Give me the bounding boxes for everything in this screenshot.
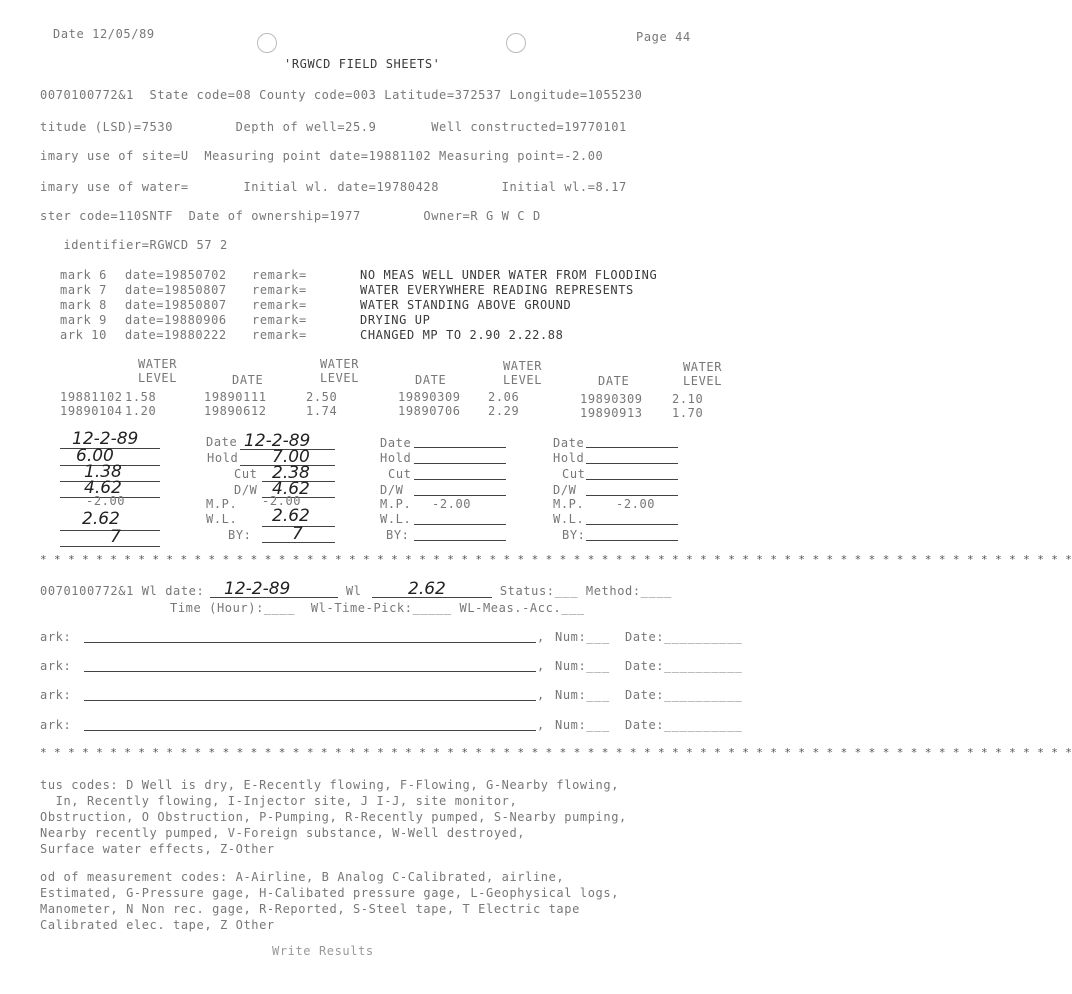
site-info-line-4: imary use of water= Initial wl. date=19780428 Initial wl.=8.17 [40,180,627,194]
table-cell: 2.50 [306,390,338,404]
handwritten-hold: 6.00 [76,446,114,466]
remark-date: date=19880906 [125,313,227,327]
label-dw: D/W [380,483,404,497]
handwritten-by: 7 [110,527,121,547]
remark-label: remark= [252,313,307,327]
remark-label: remark= [252,283,307,297]
handwritten-date: 12-2-89 [244,431,311,451]
remark-num[interactable]: Num:___ [555,688,610,702]
label-dw: D/W [234,483,258,497]
mp-value: -2.00 [616,497,656,511]
remark-date: date=19850807 [125,298,227,312]
table-cell: 1.70 [672,406,704,420]
remark-input[interactable] [84,671,536,672]
wl-date-label: 0070100772&1 Wl date: [40,584,205,598]
remark-label: remark= [252,268,307,282]
remark-line-prefix: ark: [40,688,72,702]
table-cell: 19890612 [204,404,267,418]
table-cell: 19890309 [580,392,643,406]
label-date: Date [380,436,412,450]
punch-hole-left [257,33,277,53]
remark-label: remark= [252,298,307,312]
status-method-label: Status:___ Method:____ [492,584,672,598]
table-cell: 19890104 [60,404,123,418]
site-info-line-1: 0070100772&1 State code=08 County code=003 Latitude=372537 Longitude=1055230 [40,88,643,102]
label-mp: M.P. [380,497,412,511]
site-info-line-2: titude (LSD)=7530 Depth of well=25.9 Well constructed=19770101 [40,120,627,134]
wl-label: Wl [338,584,362,598]
label-mp: M.P. [553,497,585,511]
remark-input[interactable] [84,700,536,701]
remark-date: date=19880222 [125,328,227,342]
table-header: DATE [232,373,264,387]
remark-line-prefix: ark: [40,718,72,732]
site-info-line-6: identifier=RGWCD 57 2 [40,238,228,252]
label-hold: Hold [553,451,585,465]
punch-hole-right [506,33,526,53]
remark-date: date=19850807 [125,283,227,297]
remark-prefix: mark 7 [60,283,115,297]
page-title: 'RGWCD FIELD SHEETS' [284,57,441,71]
status-codes-line: Nearby recently pumped, V-Foreign substance, W-Well destroyed, [40,826,526,840]
table-cell: 19890913 [580,406,643,420]
label-by: BY: [386,528,410,542]
status-codes-line: Obstruction, O Obstruction, P-Pumping, R-Recently pumped, S-Nearby pumping, [40,810,627,824]
handwritten-by: 7 [292,524,303,544]
separator: * * * * * * * * * * * * * * * * * * * * * * * * * * * * * * * * * * * * * * * * * * * * * * * * * * * * * * * * * * * * * * * * * * * * * * * * * * [40,746,1072,759]
label-cut: Cut [562,467,586,481]
remark-num[interactable]: Num:___ [555,659,610,673]
remark-prefix: mark 6 [60,268,115,282]
method-codes-line: od of measurement codes: A-Airline, B Analog C-Calibrated, airline, [40,870,565,884]
table-cell: 19881102 [60,390,123,404]
label-cut: Cut [388,467,412,481]
comma: , [537,659,545,673]
label-dw: D/W [553,483,577,497]
footer-text: Write Results [272,944,374,958]
label-mp: M.P. [206,497,238,511]
remark-input[interactable] [84,642,536,643]
remark-num[interactable]: Num:___ [555,630,610,644]
time-pick-line: Time (Hour):____ Wl-Time-Pick:_____ WL-Meas.-Acc.___ [170,601,585,615]
table-cell: 19890111 [204,390,267,404]
label-hold: Hold [207,451,239,465]
method-codes-line: Manometer, N Non rec. gage, R-Reported, S-Steel tape, T Electric tape [40,902,580,916]
remark-line-prefix: ark: [40,659,72,673]
method-codes-line: Estimated, G-Pressure gage, H-Calibated pressure gage, L-Geophysical logs, [40,886,620,900]
table-header: WATER LEVEL [682,360,723,388]
label-wl: W.L. [380,512,412,526]
handwritten-wl-value[interactable]: 2.62 [408,579,446,599]
table-header: WATER LEVEL [137,357,178,385]
remark-text: WATER EVERYWHERE READING REPRESENTS [360,283,634,297]
remark-prefix: mark 8 [60,298,115,312]
label-date: Date [553,436,585,450]
report-date: Date 12/05/89 [53,27,155,41]
remark-text: CHANGED MP TO 2.90 2.22.88 [360,328,564,342]
status-codes-line: Surface water effects, Z-Other [40,842,275,856]
comma: , [537,688,545,702]
handwritten-date: 12-2-89 [72,429,139,449]
comma: , [537,718,545,732]
method-codes-line: Calibrated elec. tape, Z Other [40,918,275,932]
remark-line-prefix: ark: [40,630,72,644]
handwritten-hold: 7.00 [272,447,310,467]
label-wl: W.L. [553,512,585,526]
comma: , [537,630,545,644]
handwritten-dw: 4.62 [272,479,310,499]
status-codes-line: tus codes: D Well is dry, E-Recently flowing, F-Flowing, G-Nearby flowing, [40,778,620,792]
table-header: DATE [598,374,630,388]
mp-value: -2.00 [262,494,302,508]
page-number: Page 44 [636,30,691,44]
remark-date-field[interactable]: Date:__________ [625,630,743,644]
remark-date-field[interactable]: Date:__________ [625,659,743,673]
remark-prefix: mark 9 [60,313,115,327]
table-cell: 2.29 [488,404,520,418]
label-date: Date [206,435,238,449]
handwritten-dw: 4.62 [84,478,122,498]
separator: * * * * * * * * * * * * * * * * * * * * * * * * * * * * * * * * * * * * * * * * * * * * * * * * * * * * * * * * * * * * * * * * * * * * * * * * * * [40,553,1072,566]
table-cell: 19890706 [398,404,461,418]
remark-date-field[interactable]: Date:__________ [625,718,743,732]
site-info-line-3: imary use of site=U Measuring point date=19881102 Measuring point=-2.00 [40,149,604,163]
remark-date-field[interactable]: Date:__________ [625,688,743,702]
table-header: DATE [415,373,447,387]
table-cell: 1.74 [306,404,338,418]
handwritten-wl-date[interactable]: 12-2-89 [224,579,291,599]
table-cell: 1.20 [125,404,157,418]
label-hold: Hold [380,451,412,465]
handwritten-cut: 1.38 [84,462,122,482]
handwritten-wl: 2.62 [272,506,310,526]
label-by: BY: [228,528,252,542]
mp-value: -2.00 [86,494,126,508]
remark-label: remark= [252,328,307,342]
table-cell: 1.58 [125,390,157,404]
remark-date: date=19850702 [125,268,227,282]
table-cell: 19890309 [398,390,461,404]
handwritten-cut: 2.38 [272,463,310,483]
label-by: BY: [562,528,586,542]
table-header: WATER LEVEL [502,359,543,387]
remark-prefix: ark 10 [60,328,115,342]
remark-text: NO MEAS WELL UNDER WATER FROM FLOODING [360,268,658,282]
site-info-line-5: ster code=110SNTF Date of ownership=1977 Owner=R G W C D [40,209,541,223]
status-codes-line: In, Recently flowing, I-Injector site, J I-J, site monitor, [40,794,518,808]
table-header: WATER LEVEL [319,357,360,385]
table-cell: 2.06 [488,390,520,404]
table-cell: 2.10 [672,392,704,406]
remark-text: WATER STANDING ABOVE GROUND [360,298,572,312]
remark-input[interactable] [84,730,536,731]
handwritten-wl: 2.62 [82,509,120,529]
remark-text: DRYING UP [360,313,431,327]
label-wl: W.L. [206,512,238,526]
mp-value: -2.00 [432,497,472,511]
remark-num[interactable]: Num:___ [555,718,610,732]
label-cut: Cut [234,467,258,481]
